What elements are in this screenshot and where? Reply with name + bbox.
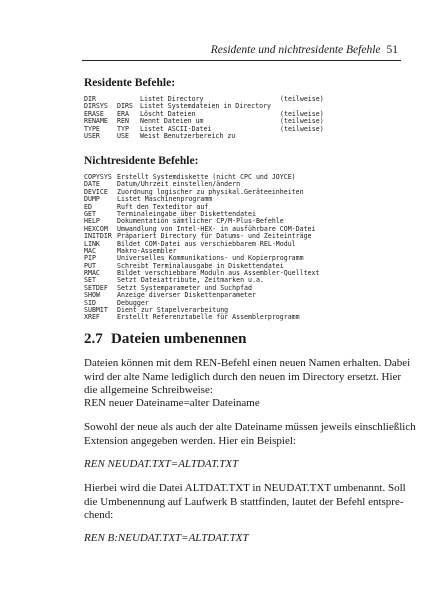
text-line: Sowohl der neue als auch der alte Dateiname müssen jeweils einschließlich bbox=[84, 421, 416, 433]
command-description: Listet Maschinenprogramm bbox=[117, 195, 213, 204]
page-number: 51 bbox=[386, 44, 398, 56]
command-name: MAC bbox=[84, 246, 96, 255]
command-description: Setzt Systemparameter und Suchpfad bbox=[117, 283, 252, 292]
text-line: Dateien können mit dem REN-Befehl einen neuen Namen erhalten. Dabei bbox=[84, 357, 411, 369]
command-description: Ruft den Texteditor auf bbox=[117, 202, 209, 211]
text-line: chend: bbox=[84, 509, 114, 521]
command-name: HELP bbox=[84, 217, 100, 226]
command-description: Anzeige diverser Diskettenparameter bbox=[117, 291, 256, 300]
command-description: Bildet COM-Datei aus verschiebbarem REL-Modul bbox=[117, 239, 296, 248]
command-name: RENAME bbox=[84, 117, 108, 126]
command-description: Bildet verschiebbare Moduln aus Assembler-Quelltext bbox=[117, 269, 320, 278]
command-description: Listet Directory bbox=[140, 95, 204, 103]
command-name: DIR bbox=[84, 95, 96, 103]
command-description: Umwandlung von Intel-HEX- in ausführbare COM-Datei bbox=[117, 224, 316, 233]
command-name: PUT bbox=[84, 261, 96, 270]
command-note: (teilweise) bbox=[280, 109, 324, 118]
command-name: DATE bbox=[84, 180, 100, 189]
command-description: Schreibt Terminalausgabe in Diskettendatei bbox=[117, 261, 284, 270]
command-description: Dient zur Stapelverarbeitung bbox=[117, 306, 229, 315]
command-description: Löscht Dateien bbox=[140, 109, 196, 118]
command-description: Setzt Dateiattribute, Zeitmarken u.a. bbox=[117, 276, 264, 285]
command-description: Zuordnung logischer zu physikal.Geräteeinheiten bbox=[117, 187, 304, 196]
command-abbreviation: DIRS bbox=[117, 102, 133, 111]
example-rename: REN NEUDAT.TXT=ALTDAT.TXT bbox=[84, 458, 239, 470]
command-description: Terminaleingabe über Diskettendatei bbox=[117, 209, 256, 218]
text-line: die allgemeine Schreibweise: bbox=[84, 384, 213, 396]
command-note: (teilweise) bbox=[280, 124, 324, 133]
command-description: Weist Benutzerbereich zu bbox=[140, 131, 236, 140]
running-header bbox=[0, 44, 398, 56]
command-abbreviation: REN bbox=[117, 117, 129, 126]
paragraph-explanation bbox=[84, 482, 406, 523]
syntax-line: REN neuer Dateiname=alter Dateiname bbox=[84, 397, 260, 409]
command-name: INITDIR bbox=[84, 232, 112, 241]
command-name: SHOW bbox=[84, 291, 100, 300]
command-name: COPYSYS bbox=[84, 173, 112, 181]
command-description: Debugger bbox=[117, 298, 149, 307]
section-heading bbox=[84, 331, 246, 348]
header-rule bbox=[82, 60, 401, 61]
command-abbreviation: TYP bbox=[117, 124, 129, 133]
command-name: ERASE bbox=[84, 109, 104, 118]
command-abbreviation: ERA bbox=[117, 109, 129, 118]
command-name: LINK bbox=[84, 239, 100, 248]
command-name: SID bbox=[84, 298, 96, 307]
command-description: Datum/Uhrzeit einstellen/ändern bbox=[117, 180, 241, 189]
paragraph-extension bbox=[84, 421, 416, 448]
section-title: Dateien umbenennen bbox=[111, 331, 247, 347]
command-name: TYPE bbox=[84, 124, 100, 133]
command-description: Dokumentation sämtlicher CP/M-Plus-Befehle bbox=[117, 217, 284, 226]
nonresident-commands-title: Nichtresidente Befehle: bbox=[84, 155, 199, 167]
command-description: Universelles Kommunikations- und Kopierprogramm bbox=[117, 254, 304, 263]
resident-commands-title: Residente Befehle: bbox=[84, 77, 176, 89]
paragraph-intro bbox=[84, 357, 411, 398]
command-name: SUBMIT bbox=[84, 306, 108, 315]
command-name: RMAC bbox=[84, 269, 100, 278]
running-title: Residente und nichtresidente Befehle bbox=[210, 44, 381, 56]
command-name: HEXCOM bbox=[84, 224, 108, 233]
text-line: Hierbei wird die Datei ALTDAT.TXT in NEUDAT.TXT umbenannt. Soll bbox=[84, 482, 406, 494]
text-line: Extension angegeben werden. Hier ein Beispiel: bbox=[84, 434, 296, 447]
command-name: SET bbox=[84, 276, 96, 285]
command-description: Makro-Assembler bbox=[117, 246, 177, 255]
command-name: SETDEF bbox=[84, 283, 108, 292]
command-description: Listet ASCII-Datei bbox=[140, 124, 212, 133]
command-name: DIRSYS bbox=[84, 102, 108, 111]
command-description: Listet Systemdateien in Directory bbox=[140, 102, 272, 111]
command-description: Nennt Dateien um bbox=[140, 117, 204, 126]
command-name: DEVICE bbox=[84, 187, 108, 196]
text-line: wird der alte Name lediglich durch den neuen im Directory ersetzt. Hier bbox=[84, 370, 402, 383]
command-description: Präpariert Directory für Datums- und Zeiteinträge bbox=[117, 232, 312, 241]
command-note: (teilweise) bbox=[280, 117, 324, 126]
command-name: PIP bbox=[84, 254, 96, 263]
command-description: Erstellt Systemdiskette (nicht CPC und JOYCE) bbox=[117, 173, 296, 181]
command-name: GET bbox=[84, 209, 96, 218]
command-name: DUMP bbox=[84, 195, 100, 204]
command-description: Erstellt Referenztabelle für Assemblerprogramm bbox=[117, 313, 300, 322]
command-abbreviation: USE bbox=[117, 131, 129, 140]
text-line: die Umbenennung auf Laufwerk B stattfinden, lautet der Befehl entspre- bbox=[84, 495, 404, 508]
command-name: USER bbox=[84, 131, 100, 140]
command-note: (teilweise) bbox=[280, 95, 324, 103]
example-rename-drive-b: REN B:NEUDAT.TXT=ALTDAT.TXT bbox=[84, 532, 249, 544]
section-number: 2.7 bbox=[84, 331, 103, 347]
command-name: ED bbox=[84, 202, 92, 211]
command-name: XREF bbox=[84, 313, 100, 322]
